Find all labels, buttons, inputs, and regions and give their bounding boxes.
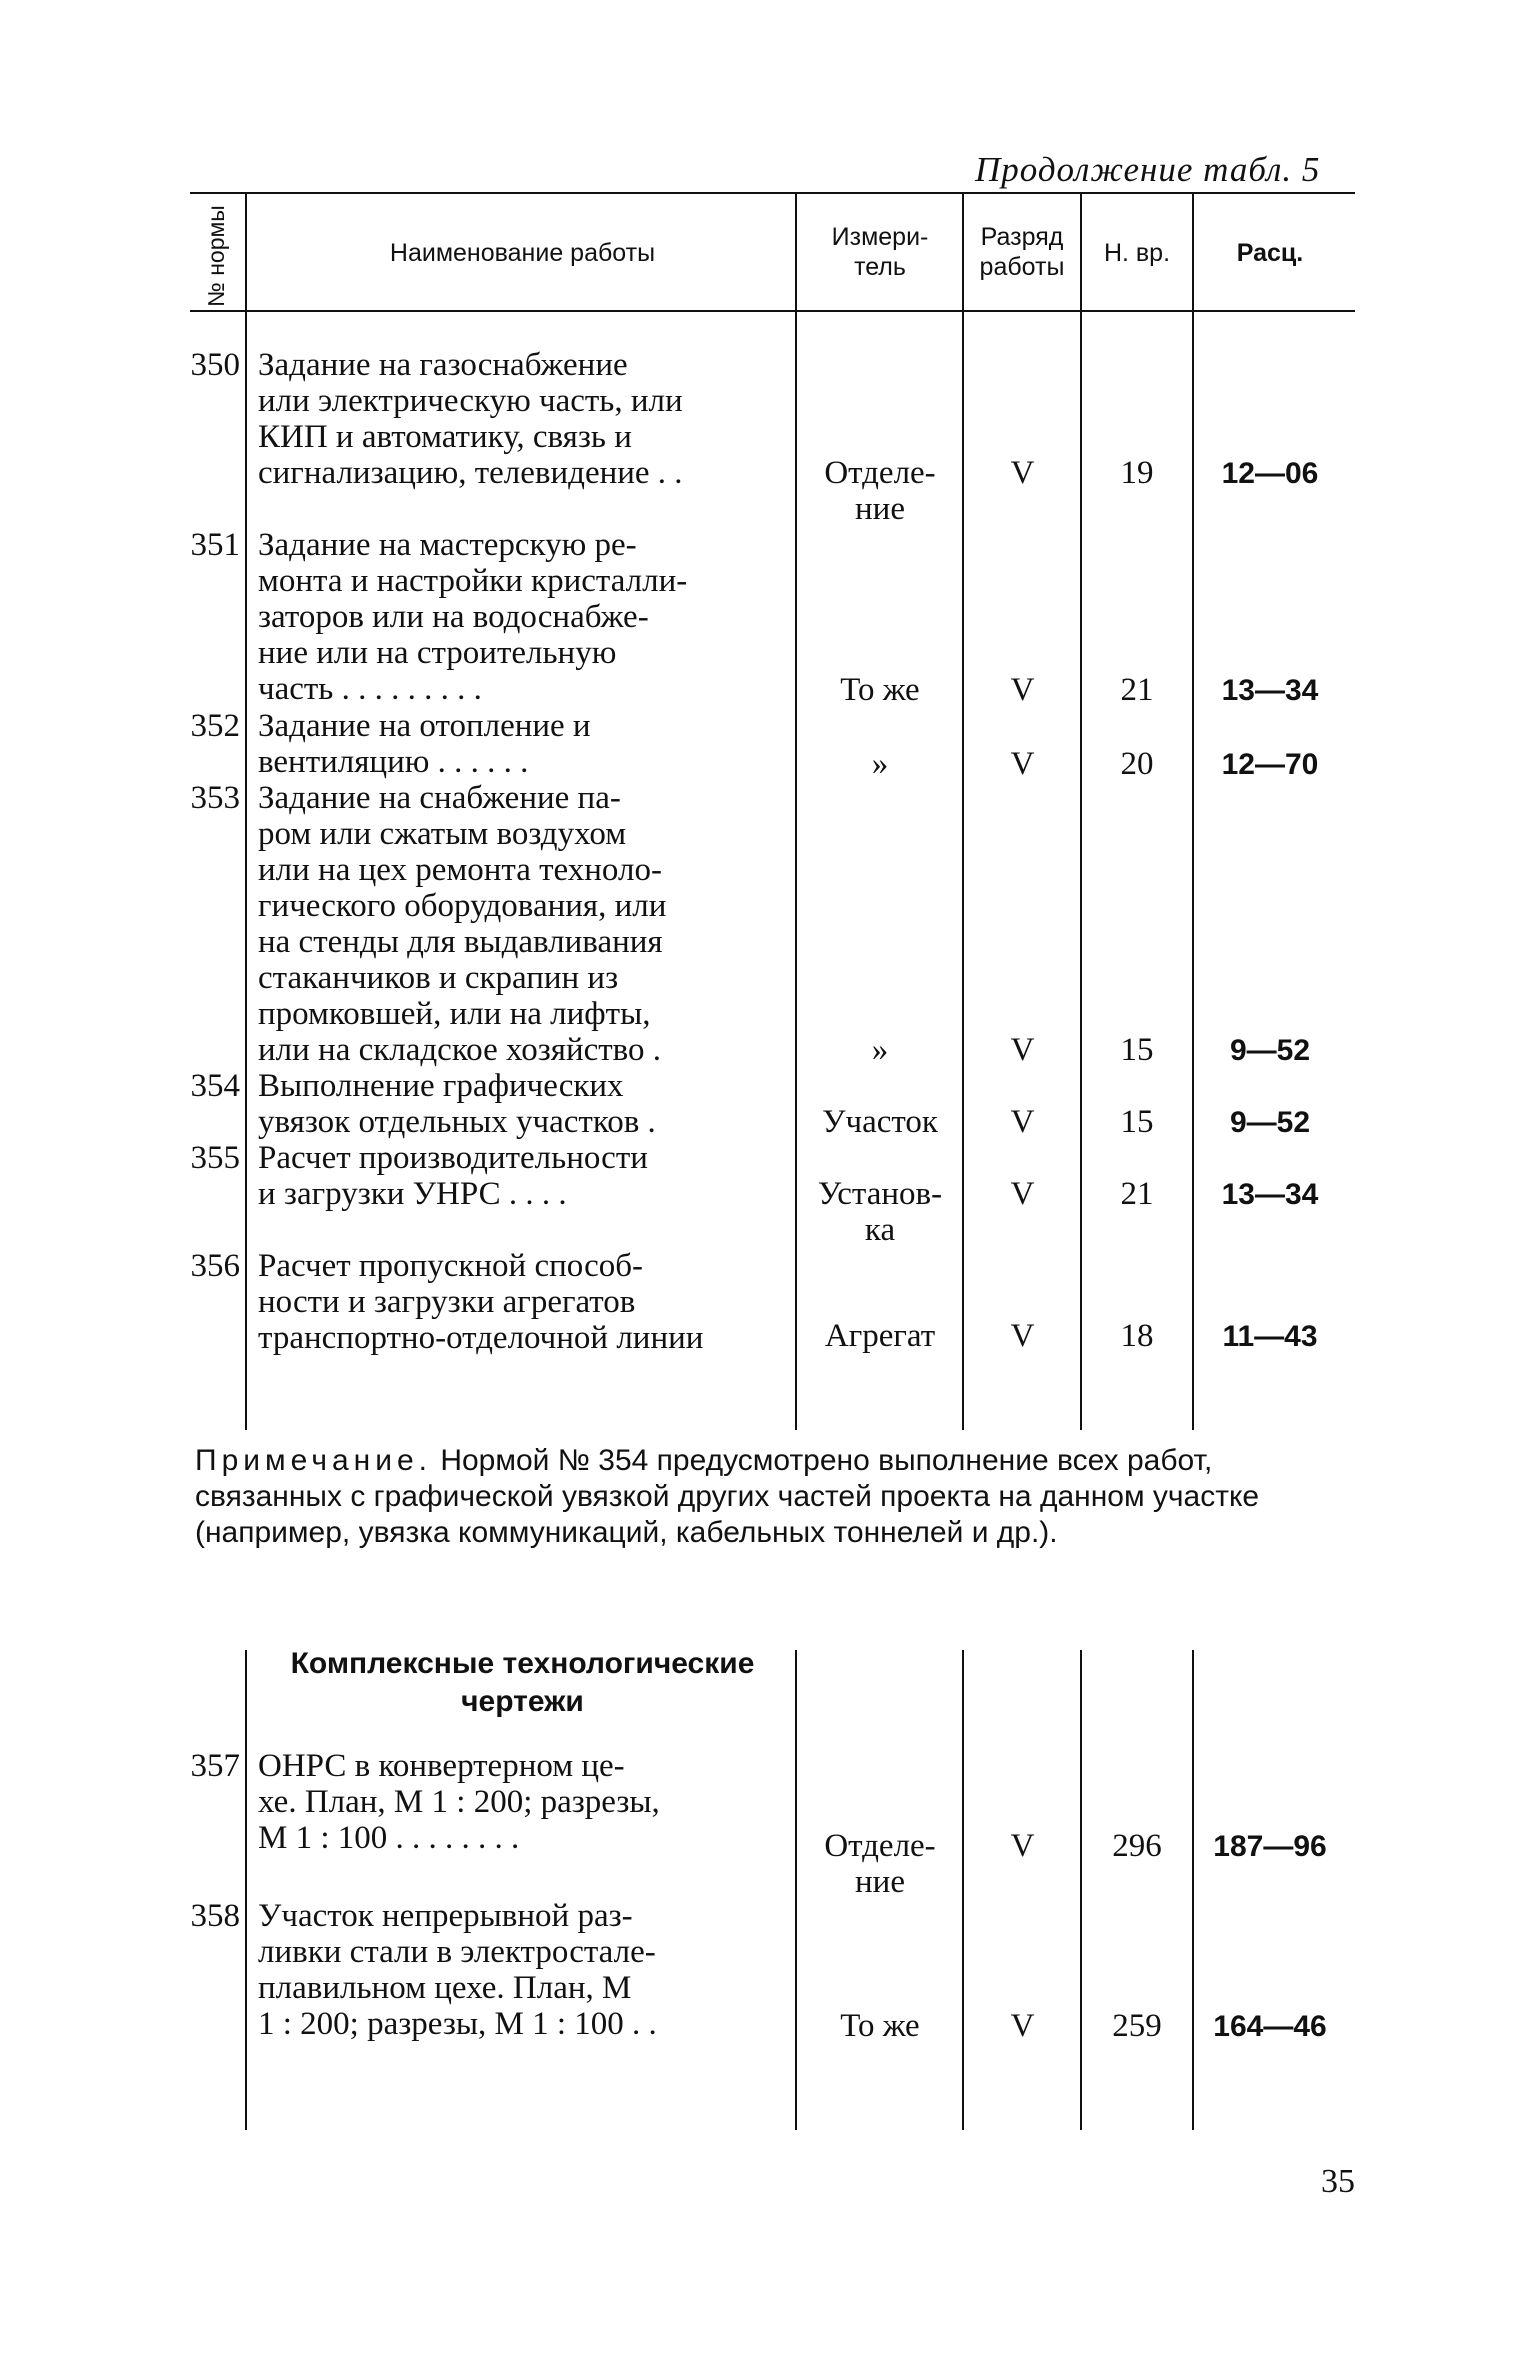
desc-line: Задание на мастерскую ре-: [258, 527, 637, 563]
work-description: [258, 527, 788, 707]
desc-line: Выполнение графических: [258, 1068, 624, 1104]
desc-line: Задание на газоснабжение: [258, 347, 628, 383]
desc-line: Задание на снабжение па-: [258, 780, 621, 816]
desc-line: М 1 : 100 . . . . . . . .: [258, 1820, 520, 1856]
time-cell: 21: [1120, 672, 1154, 708]
header-norm-number: [184, 206, 248, 306]
unit-cell: Отделе- ние: [824, 455, 936, 527]
row-number: 357: [190, 1748, 240, 1784]
time-cell: 19: [1120, 455, 1154, 491]
header-norm-number-label: № нормы: [203, 205, 229, 307]
work-description: [258, 1248, 788, 1356]
desc-line: 1 : 200; разрезы, М 1 : 100 . .: [258, 2006, 657, 2042]
row-number: 354: [190, 1068, 240, 1104]
section-title: Комплексные технологические чертежи: [290, 1647, 755, 1718]
header-bottom-rule: [190, 310, 1355, 312]
grade-cell: V: [1010, 455, 1035, 491]
rate-cell: 164—46: [1213, 2010, 1327, 2043]
row-number: 353: [190, 780, 240, 816]
grade-cell: V: [1010, 2008, 1035, 2044]
desc-line: или на складское хозяйство .: [258, 1032, 662, 1068]
header-top-rule: [190, 192, 1355, 194]
desc-line: транспортно-отделочной линии: [258, 1320, 704, 1356]
grade-cell: V: [1010, 1104, 1035, 1140]
header-work-name: Наименование работы: [389, 239, 656, 267]
col-rule-5: [1192, 192, 1194, 1430]
time-cell: 21: [1120, 1176, 1154, 1212]
desc-line: ливки стали в электростале-: [258, 1934, 656, 1970]
grade-cell: V: [1010, 1828, 1035, 1864]
unit-cell: Отделе- ние: [824, 1828, 936, 1900]
work-description: [258, 1068, 788, 1140]
desc-line: увязок отдельных участков .: [258, 1104, 656, 1140]
desc-line: или на цех ремонта техноло-: [258, 852, 662, 888]
col-rule-2: [795, 192, 797, 1430]
desc-line: Расчет пропускной способ-: [258, 1248, 644, 1284]
time-cell: 15: [1120, 1104, 1154, 1140]
row-number: 352: [190, 708, 240, 744]
work-description: [258, 780, 788, 1068]
rate-cell: 13—34: [1221, 674, 1319, 707]
header-grade: Разряд работы: [979, 223, 1065, 281]
grade-cell: V: [1010, 1176, 1035, 1212]
work-description: [258, 708, 788, 780]
unit-cell: То же: [840, 672, 920, 708]
desc-line: КИП и автоматику, связь и: [258, 419, 632, 455]
grade-cell: V: [1010, 672, 1035, 708]
unit-cell: »: [871, 1032, 889, 1068]
note-text: Нормой № 354 предусмотрено выполнение всех работ, связанных с графической увязкой других частей проекта на данном участке (например, увязка коммуникаций, кабельных тоннелей и др.).: [195, 1444, 1260, 1549]
time-cell: 18: [1120, 1318, 1154, 1354]
time-cell: 20: [1120, 746, 1154, 782]
grade-cell: V: [1010, 1032, 1035, 1068]
work-description: [258, 1140, 788, 1212]
note-lead: Примечание.: [195, 1444, 432, 1477]
col-rule-3: [962, 192, 964, 1430]
unit-cell: То же: [840, 2008, 920, 2044]
desc-line: ние или на строительную: [258, 635, 617, 671]
unit-cell: »: [871, 746, 889, 782]
col-rule-1b: [245, 1650, 247, 2130]
grade-cell: V: [1010, 746, 1035, 782]
col-rule-1: [245, 192, 247, 1430]
work-description: [258, 1898, 788, 2042]
unit-cell: Агрегат: [824, 1318, 936, 1354]
desc-line: сигнализацию, телевидение . .: [258, 455, 683, 491]
header-rate: Расц.: [1236, 239, 1304, 267]
work-description: [258, 347, 788, 491]
rate-cell: 9—52: [1229, 1106, 1311, 1139]
desc-line: Задание на отопление и: [258, 708, 591, 744]
row-number: 350: [190, 347, 240, 383]
desc-line: гического оборудования, или: [258, 888, 667, 924]
time-cell: 259: [1112, 2008, 1162, 2044]
desc-line: Расчет производительности: [258, 1140, 648, 1176]
page-number: 35: [1321, 2163, 1355, 2200]
col-rule-4: [1080, 192, 1082, 1430]
desc-line: заторов или на водоснабже-: [258, 599, 649, 635]
rate-cell: 187—96: [1213, 1830, 1327, 1863]
row-number: 358: [190, 1898, 240, 1934]
col-rule-3b: [962, 1650, 964, 2130]
table-note: [195, 1443, 1355, 1551]
desc-line: Участок непрерывной раз-: [258, 1898, 633, 1934]
col-rule-2b: [795, 1650, 797, 2130]
header-unit: Измери- тель: [831, 223, 929, 281]
rate-cell: 13—34: [1221, 1178, 1319, 1211]
rate-cell: 12—70: [1221, 748, 1319, 781]
rate-cell: 11—43: [1222, 1320, 1318, 1353]
desc-line: ром или сжатым воздухом: [258, 816, 627, 852]
desc-line: ОНРС в конвертерном це-: [258, 1748, 625, 1784]
time-cell: 15: [1120, 1032, 1154, 1068]
grade-cell: V: [1010, 1318, 1035, 1354]
desc-line: или электрическую часть, или: [258, 383, 683, 419]
desc-line: хе. План, М 1 : 200; разрезы,: [258, 1784, 660, 1820]
desc-line: часть . . . . . . . . .: [258, 671, 482, 707]
header-time: Н. вр.: [1103, 239, 1171, 267]
desc-line: и загрузки УНРС . . . .: [258, 1176, 567, 1212]
row-number: 351: [190, 527, 240, 563]
work-description: [258, 1748, 788, 1856]
desc-line: монта и настройки кристалли-: [258, 563, 688, 599]
desc-line: стаканчиков и скрапин из: [258, 960, 619, 996]
rate-cell: 12—06: [1221, 457, 1319, 490]
row-number: 355: [190, 1140, 240, 1176]
unit-cell: Участок: [822, 1104, 938, 1140]
row-number: 356: [190, 1248, 240, 1284]
col-rule-5b: [1192, 1650, 1194, 2130]
desc-line: вентиляцию . . . . . .: [258, 744, 529, 780]
desc-line: промковшей, или на лифты,: [258, 996, 651, 1032]
unit-cell: Установ- ка: [817, 1176, 943, 1248]
time-cell: 296: [1112, 1828, 1162, 1864]
rate-cell: 9—52: [1229, 1034, 1311, 1067]
col-rule-4b: [1080, 1650, 1082, 2130]
desc-line: плавильном цехе. План, М: [258, 1970, 632, 2006]
desc-line: на стенды для выдавливания: [258, 924, 663, 960]
table-caption: Продолжение табл. 5: [975, 150, 1321, 189]
desc-line: ности и загрузки агрегатов: [258, 1284, 636, 1320]
